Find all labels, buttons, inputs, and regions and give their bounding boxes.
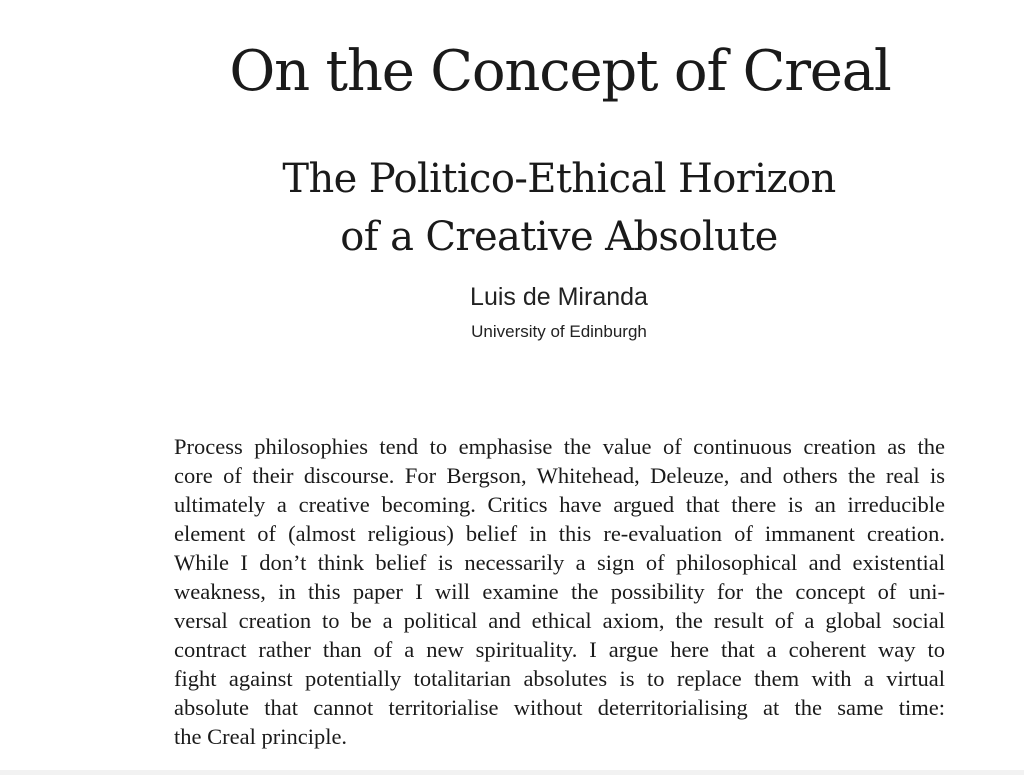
abstract [174, 432, 945, 751]
abstract-line: ultimately a creative becoming. Critics have argued that there is an irreducible [174, 492, 945, 517]
abstract-line: weakness, in this paper I will examine the possibility for the concept of uni- [174, 579, 945, 604]
abstract-line: core of their discourse. For Bergson, Whitehead, Deleuze, and others the real is [174, 463, 945, 488]
author-affiliation: University of Edinburgh [471, 322, 647, 341]
abstract-line: fight against potentially totalitarian absolutes is to replace them with a virtual [174, 666, 945, 691]
paper-subtitle [0, 150, 1024, 266]
abstract-line: While I don’t think belief is necessarily a sign of philosophical and existential [174, 550, 945, 575]
abstract-line: versal creation to be a political and ethical axiom, the result of a global social [174, 608, 945, 633]
abstract-line: contract rather than of a new spirituality. I argue here that a coherent way to [174, 637, 945, 662]
page-bottom-edge [0, 770, 1024, 775]
author-name: Luis de Miranda [470, 283, 648, 311]
subtitle-line-2: of a Creative Absolute [340, 214, 778, 260]
abstract-line: absolute that cannot territorialise without deterritorialising at the same time: [174, 695, 945, 720]
abstract-line: element of (almost religious) belief in this re-evaluation of immanent creation. [174, 521, 945, 546]
subtitle-line-1: The Politico-Ethical Horizon [282, 156, 836, 202]
abstract-line: Process philosophies tend to emphasise the value of continuous creation as the [174, 434, 945, 459]
abstract-line: the Creal principle. [174, 724, 348, 749]
paper-title: On the Concept of Creal [229, 39, 891, 104]
